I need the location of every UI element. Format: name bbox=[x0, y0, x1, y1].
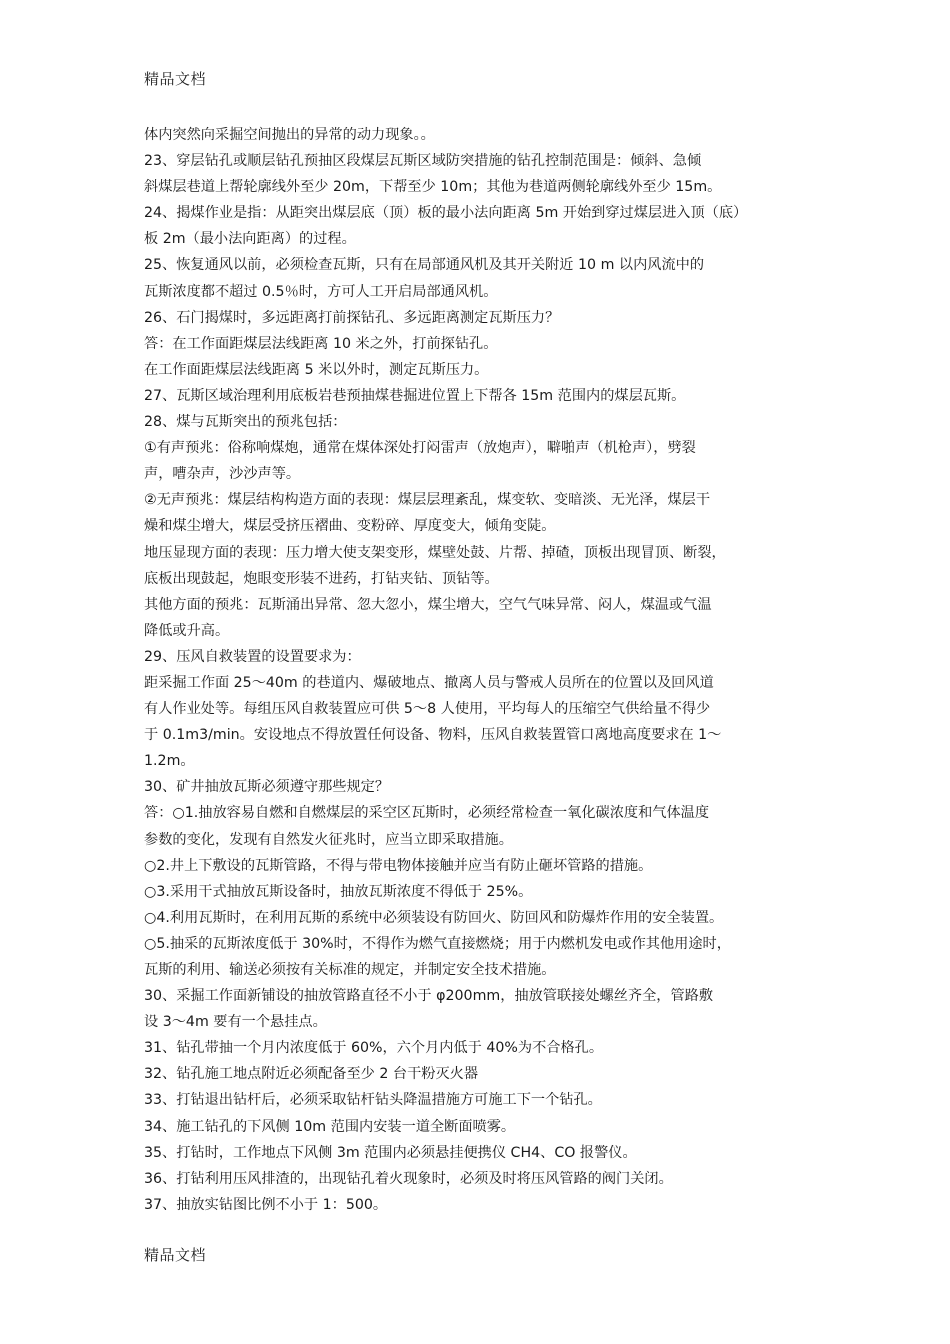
text-line: 设 3～4m 要有一个悬挂点。 bbox=[144, 1014, 327, 1031]
text-line: 瓦斯浓度都不超过 0.5％时，方可人工开启局部通风机。 bbox=[144, 283, 498, 300]
text-line: 底板出现鼓起，炮眼变形装不进药，打钻夹钻、顶钻等。 bbox=[144, 570, 499, 587]
page-footer: 精品文档 bbox=[144, 1246, 207, 1264]
text-line: 26、石门揭煤时，多远距离打前探钻孔、多远距离测定瓦斯压力？ bbox=[144, 309, 560, 326]
text-line: 35、打钻时，工作地点下风侧 3m 范围内必须悬挂便携仪 CH4、CO 报警仪。 bbox=[144, 1144, 637, 1161]
text-line: 32、钻孔施工地点附近必须配备至少 2 台干粉灭火器 bbox=[144, 1066, 479, 1083]
text-line: 燥和煤尘增大，煤层受挤压褶曲、变粉碎、厚度变大，倾角变陡。 bbox=[144, 518, 556, 535]
text-line: 28、煤与瓦斯突出的预兆包括： bbox=[144, 414, 347, 431]
text-line: ②无声预兆：煤层结构构造方面的表现：煤层层理紊乱，煤变软、变暗淡、无光泽，煤层干 bbox=[144, 492, 711, 509]
text-line: 30、采掘工作面新铺设的抽放管路直径不小于 φ200mm，抽放管联接处螺丝齐全，管路敷 bbox=[144, 988, 714, 1005]
text-line: 斜煤层巷道上帮轮廓线外至少 20m，下帮至少 10m；其他为巷道两侧轮廓线外至少 15m。 bbox=[144, 179, 722, 196]
text-line: 降低或升高。 bbox=[144, 622, 230, 639]
text-line: 1.2m。 bbox=[144, 753, 195, 770]
text-line: 有人作业处等。每组压风自救装置应可供 5～8 人使用，平均每人的压缩空气供给量不得少 bbox=[144, 701, 711, 718]
text-line: 27、瓦斯区域治理利用底板岩巷预抽煤巷掘进位置上下帮各 15m 范围内的煤层瓦斯。 bbox=[144, 387, 686, 404]
text-line: 36、打钻利用压风排渣的，出现钻孔着火现象时，必须及时将压风管路的阀门关闭。 bbox=[144, 1170, 673, 1187]
text-line: 参数的变化，发现有自然发火征兆时，应当立即采取措施。 bbox=[144, 831, 513, 848]
text-line: ○5.抽采的瓦斯浓度低于 30%时，不得作为燃气直接燃烧；用于内燃机发电或作其他用途时， bbox=[144, 935, 731, 952]
text-line: ○2.井上下敷设的瓦斯管路，不得与带电物体接触并应当有防止砸坏管路的措施。 bbox=[144, 857, 653, 874]
text-line: 34、施工钻孔的下风侧 10m 范围内安装一道全断面喷雾。 bbox=[144, 1118, 516, 1135]
text-line: 地压显现方面的表现：压力增大使支架变形，煤壁处鼓、片帮、掉碴，顶板出现冒顶、断裂， bbox=[144, 544, 726, 561]
text-line: 声，嘈杂声，沙沙声等。 bbox=[144, 466, 301, 483]
text-line: 板 2m（最小法向距离）的过程。 bbox=[144, 231, 356, 248]
text-line: ○4.利用瓦斯时，在利用瓦斯的系统中必须装设有防回火、防回风和防爆炸作用的安全装置。 bbox=[144, 909, 724, 926]
text-line: 37、抽放实钻图比例不小于 1：500。 bbox=[144, 1196, 388, 1213]
text-line: 答：○1.抽放容易自燃和自燃煤层的采空区瓦斯时，必须经常检查一氧化碳浓度和气体温度 bbox=[144, 805, 710, 822]
text-line: 瓦斯的利用、输送必须按有关标准的规定，并制定安全技术措施。 bbox=[144, 962, 556, 978]
document-body bbox=[144, 122, 809, 1218]
text-line: 距采掘工作面 25～40m 的巷道内、爆破地点、撤离人员与警戒人员所在的位置以及回风道 bbox=[144, 674, 714, 691]
text-line: 24、揭煤作业是指：从距突出煤层底（顶）板的最小法向距离 5m 开始到穿过煤层进入顶（底） bbox=[144, 205, 748, 222]
text-line: 31、钻孔带抽一个月内浓度低于 60%，六个月内低于 40%为不合格孔。 bbox=[144, 1040, 604, 1057]
text-line: 于 0.1m3/min。安设地点不得放置任何设备、物料，压风自救装置管口离地高度要求在 1～ bbox=[144, 727, 722, 744]
text-line: 23、穿层钻孔或顺层钻孔预抽区段煤层瓦斯区域防突措施的钻孔控制范围是：倾斜、急倾 bbox=[144, 153, 702, 170]
page-header: 精品文档 bbox=[144, 70, 207, 88]
text-line: ○3.采用干式抽放瓦斯设备时，抽放瓦斯浓度不得低于 25%。 bbox=[144, 883, 533, 900]
text-line: 其他方面的预兆：瓦斯涌出异常、忽大忽小，煤尘增大，空气气味异常、闷人，煤温或气温 bbox=[144, 596, 712, 613]
text-line: 答：在工作面距煤层法线距离 10 米之外，打前探钻孔。 bbox=[144, 335, 498, 352]
text-line: 体内突然向采掘空间抛出的异常的动力现象。。 bbox=[144, 127, 435, 143]
text-line: 30、矿井抽放瓦斯必须遵守那些规定？ bbox=[144, 779, 390, 796]
text-line: 29、压风自救装置的设置要求为： bbox=[144, 648, 361, 665]
text-line: ①有声预兆：俗称响煤炮，通常在煤体深处打闷雷声（放炮声），噼啪声（机枪声），劈裂 bbox=[144, 440, 696, 457]
text-line: 33、打钻退出钻杆后，必须采取钻杆钻头降温措施方可施工下一个钻孔。 bbox=[144, 1092, 602, 1109]
text-line: 25、恢复通风以前，必须检查瓦斯，只有在局部通风机及其开关附近 10 m 以内风流中的 bbox=[144, 257, 705, 274]
text-line: 在工作面距煤层法线距离 5 米以外时，测定瓦斯压力。 bbox=[144, 361, 489, 378]
